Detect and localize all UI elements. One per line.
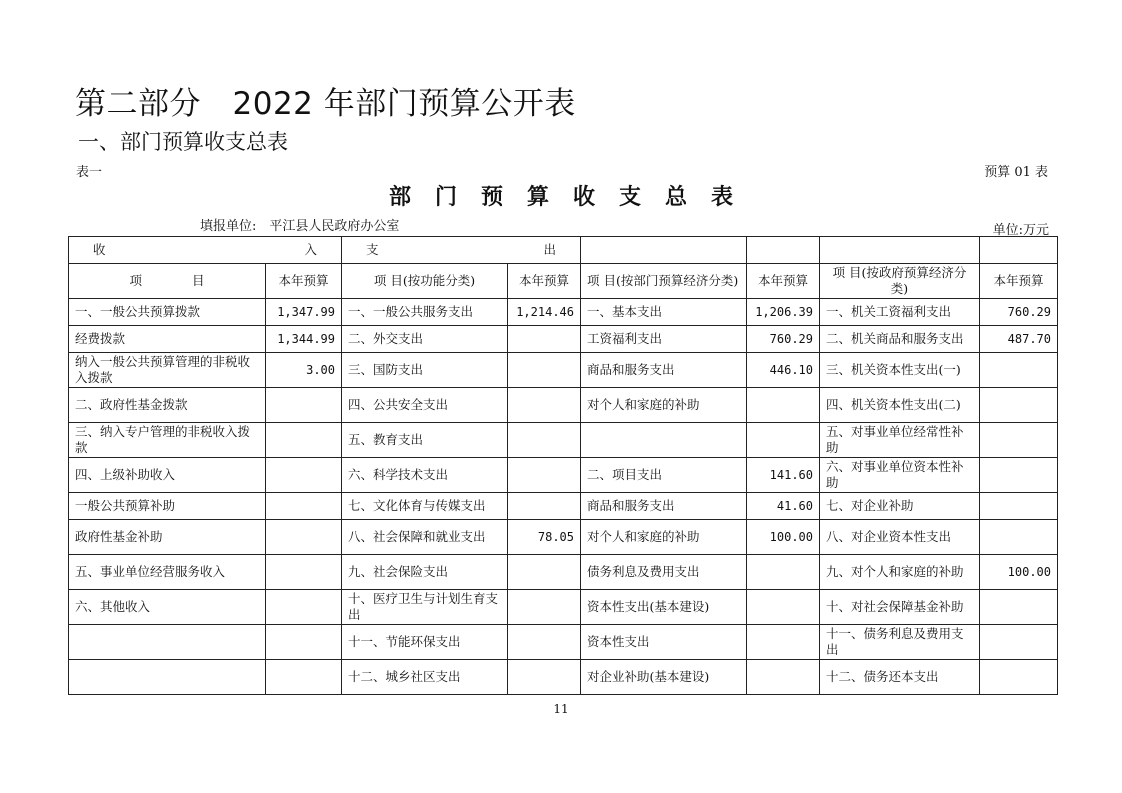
table-row [69, 299, 1058, 326]
part-title: 第二部分 2022 年部门预算公开表 [75, 86, 576, 122]
col-header-income-budget: 本年预算 [266, 264, 342, 299]
table-row [69, 590, 1058, 625]
functional-budget-cell [508, 388, 581, 423]
budget-table-number: 预算 01 表 [984, 165, 1048, 180]
income-item-cell: 经费拨款 [69, 326, 266, 353]
income-budget-cell: 1,344.99 [266, 326, 342, 353]
gov-economic-budget-cell [980, 660, 1058, 695]
income-budget-cell [266, 660, 342, 695]
col-header-gov-economic-budget: 本年预算 [980, 264, 1058, 299]
gov-economic-budget-cell [980, 590, 1058, 625]
functional-budget-cell [508, 555, 581, 590]
functional-item-cell: 四、公共安全支出 [342, 388, 508, 423]
col-header-gov-economic-item: 项 目(按政府预算经济分类) [820, 264, 980, 299]
functional-item-cell: 三、国防支出 [342, 353, 508, 388]
dept-economic-item-cell: 对个人和家庭的补助 [581, 520, 747, 555]
expense-group-header [342, 237, 581, 264]
gov-economic-item-cell: 九、对个人和家庭的补助 [820, 555, 980, 590]
gov-economic-budget-cell: 100.00 [980, 555, 1058, 590]
unit-label: 单位:万元 [992, 223, 1049, 238]
dept-economic-item-cell: 商品和服务支出 [581, 493, 747, 520]
dept-economic-item-cell: 商品和服务支出 [581, 353, 747, 388]
gov-economic-item-cell: 二、机关商品和服务支出 [820, 326, 980, 353]
income-item-cell: 一、一般公共预算拨款 [69, 299, 266, 326]
income-header-left: 收 [93, 242, 106, 257]
functional-budget-cell [508, 625, 581, 660]
gov-economic-item-cell: 十一、债务利息及费用支出 [820, 625, 980, 660]
dept-economic-budget-cell [747, 388, 820, 423]
table-row [69, 555, 1058, 590]
dept-economic-item-cell: 资本性支出(基本建设) [581, 590, 747, 625]
income-budget-cell [266, 458, 342, 493]
income-item-cell: 三、纳入专户管理的非税收入拨款 [69, 423, 266, 458]
gov-economic-budget-cell: 487.70 [980, 326, 1058, 353]
budget-summary-table [68, 236, 1058, 695]
functional-item-cell: 八、社会保障和就业支出 [342, 520, 508, 555]
functional-budget-cell [508, 326, 581, 353]
dept-economic-budget-cell: 100.00 [747, 520, 820, 555]
table-row [69, 353, 1058, 388]
empty-cell [980, 237, 1058, 264]
income-budget-cell [266, 423, 342, 458]
gov-economic-budget-cell [980, 520, 1058, 555]
income-item-cell: 纳入一般公共预算管理的非税收入拨款 [69, 353, 266, 388]
dept-economic-item-cell: 对个人和家庭的补助 [581, 388, 747, 423]
gov-economic-item-cell: 六、对事业单位资本性补助 [820, 458, 980, 493]
gov-economic-item-cell: 五、对事业单位经常性补助 [820, 423, 980, 458]
functional-item-cell: 十二、城乡社区支出 [342, 660, 508, 695]
functional-item-cell: 一、一般公共服务支出 [342, 299, 508, 326]
table-row [69, 326, 1058, 353]
table-title: 部门预算收支总表 [388, 184, 757, 210]
table-body [69, 299, 1058, 695]
functional-item-cell: 十、医疗卫生与计划生育支出 [342, 590, 508, 625]
dept-economic-item-cell: 债务利息及费用支出 [581, 555, 747, 590]
functional-item-cell: 七、文化体育与传媒支出 [342, 493, 508, 520]
income-group-header [69, 237, 342, 264]
column-header-row [69, 264, 1058, 299]
income-budget-cell [266, 590, 342, 625]
functional-item-cell: 十一、节能环保支出 [342, 625, 508, 660]
gov-economic-item-cell: 三、机关资本性支出(一) [820, 353, 980, 388]
table-row [69, 388, 1058, 423]
functional-item-cell: 五、教育支出 [342, 423, 508, 458]
table-row [69, 423, 1058, 458]
dept-economic-budget-cell: 1,206.39 [747, 299, 820, 326]
page-number: 11 [553, 702, 569, 716]
functional-budget-cell [508, 458, 581, 493]
table-number: 表一 [76, 165, 103, 180]
col-header-functional-budget: 本年预算 [508, 264, 581, 299]
income-item-cell [69, 625, 266, 660]
dept-economic-item-cell: 二、项目支出 [581, 458, 747, 493]
empty-cell [581, 237, 747, 264]
income-item-cell: 一般公共预算补助 [69, 493, 266, 520]
section-title: 一、部门预算收支总表 [78, 130, 288, 154]
income-item-cell: 五、事业单位经营服务收入 [69, 555, 266, 590]
table-row [69, 520, 1058, 555]
income-item-cell: 六、其他收入 [69, 590, 266, 625]
functional-item-cell: 二、外交支出 [342, 326, 508, 353]
income-item-cell: 政府性基金补助 [69, 520, 266, 555]
gov-economic-budget-cell [980, 423, 1058, 458]
functional-item-cell: 九、社会保险支出 [342, 555, 508, 590]
dept-economic-budget-cell [747, 555, 820, 590]
income-item-cell: 二、政府性基金拨款 [69, 388, 266, 423]
expense-header-left: 支 [366, 242, 379, 257]
income-budget-cell [266, 555, 342, 590]
gov-economic-budget-cell [980, 625, 1058, 660]
dept-economic-budget-cell: 760.29 [747, 326, 820, 353]
functional-budget-cell [508, 423, 581, 458]
functional-budget-cell [508, 353, 581, 388]
income-item-cell: 四、上级补助收入 [69, 458, 266, 493]
income-budget-cell [266, 493, 342, 520]
gov-economic-item-cell: 四、机关资本性支出(二) [820, 388, 980, 423]
functional-budget-cell [508, 660, 581, 695]
income-budget-cell [266, 388, 342, 423]
col-header-dept-economic-item: 项 目(按部门预算经济分类) [581, 264, 747, 299]
functional-item-cell: 六、科学技术支出 [342, 458, 508, 493]
income-header-right: 入 [304, 242, 317, 257]
col-header-dept-economic-budget: 本年预算 [747, 264, 820, 299]
functional-budget-cell [508, 493, 581, 520]
dept-economic-budget-cell: 141.60 [747, 458, 820, 493]
functional-budget-cell [508, 590, 581, 625]
dept-economic-budget-cell [747, 660, 820, 695]
functional-budget-cell: 1,214.46 [508, 299, 581, 326]
gov-economic-budget-cell: 760.29 [980, 299, 1058, 326]
income-budget-cell [266, 625, 342, 660]
dept-economic-budget-cell [747, 625, 820, 660]
group-header-row [69, 237, 1058, 264]
income-item-cell [69, 660, 266, 695]
table-row [69, 458, 1058, 493]
income-budget-cell [266, 520, 342, 555]
income-budget-cell: 3.00 [266, 353, 342, 388]
functional-budget-cell: 78.05 [508, 520, 581, 555]
gov-economic-budget-cell [980, 458, 1058, 493]
dept-economic-budget-cell: 41.60 [747, 493, 820, 520]
gov-economic-item-cell: 一、机关工资福利支出 [820, 299, 980, 326]
col-header-income-item: 项 目 [69, 264, 266, 299]
gov-economic-item-cell: 八、对企业资本性支出 [820, 520, 980, 555]
table-row [69, 625, 1058, 660]
table-row [69, 660, 1058, 695]
table-row [69, 493, 1058, 520]
dept-economic-budget-cell: 446.10 [747, 353, 820, 388]
dept-economic-budget-cell [747, 423, 820, 458]
dept-economic-item-cell [581, 423, 747, 458]
empty-cell [747, 237, 820, 264]
dept-economic-item-cell: 资本性支出 [581, 625, 747, 660]
expense-header-right: 出 [543, 242, 556, 257]
dept-economic-item-cell: 一、基本支出 [581, 299, 747, 326]
gov-economic-budget-cell [980, 493, 1058, 520]
gov-economic-budget-cell [980, 353, 1058, 388]
gov-economic-item-cell: 十二、债务还本支出 [820, 660, 980, 695]
gov-economic-item-cell: 七、对企业补助 [820, 493, 980, 520]
dept-economic-budget-cell [747, 590, 820, 625]
dept-economic-item-cell: 对企业补助(基本建设) [581, 660, 747, 695]
empty-cell [820, 237, 980, 264]
income-budget-cell: 1,347.99 [266, 299, 342, 326]
col-header-functional-item: 项 目(按功能分类) [342, 264, 508, 299]
gov-economic-item-cell: 十、对社会保障基金补助 [820, 590, 980, 625]
gov-economic-budget-cell [980, 388, 1058, 423]
dept-economic-item-cell: 工资福利支出 [581, 326, 747, 353]
filler-unit-label: 填报单位: 平江县人民政府办公室 [200, 219, 400, 234]
